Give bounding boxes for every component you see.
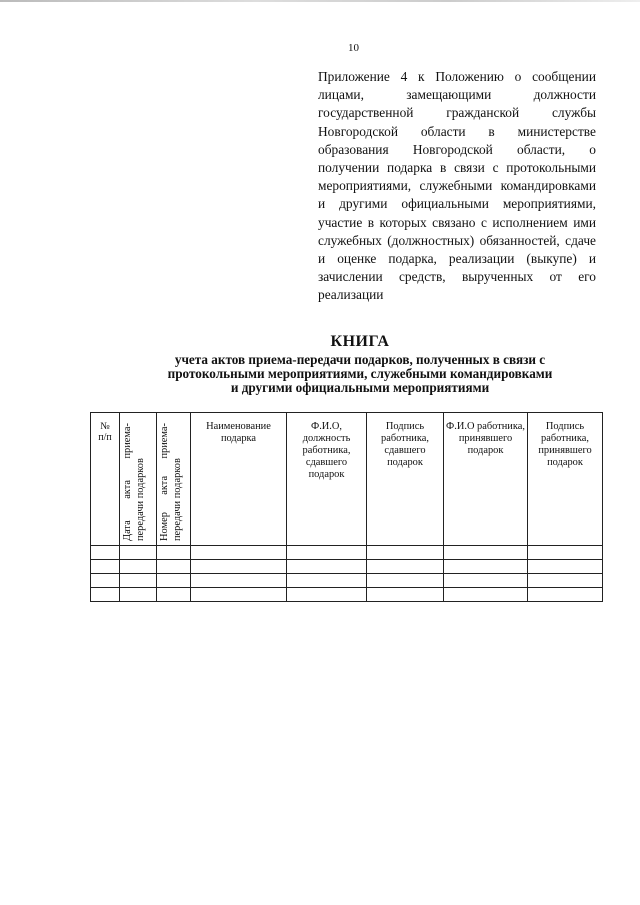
table-cell [287,588,367,602]
table-cell [367,546,444,560]
header-giver-name: Ф.И.О, должность работника, сдавшего подарок [287,413,367,546]
table-cell [287,560,367,574]
header-act-number [157,413,191,546]
table-cell [528,574,603,588]
header-receiver-name: Ф.И.О работника, принявшего подарок [444,413,528,546]
table-cell [157,546,191,560]
page-number: 10 [348,42,359,54]
table-cell [367,588,444,602]
table-cell [91,574,120,588]
table-header-row [91,413,603,546]
appendix-text: Приложение 4 к Положению о сообщении лицами, замещающими должности государственной гражданской службы Новгородской области в министерстве образования Новгородской области, о получении подарка в связи с протокольными мероприятиями, служебными командировками и другими официальными мероприятиями, участие в которых связано с исполнением ими служебных (должностных) обязанностей, сдаче и оценке подарка, реализации (выкупе) и зачислении средств, вырученных от его реализации [318,69,596,303]
table-cell [91,546,120,560]
title-line-1: учета актов приема-передачи подарков, полученных в связи с [174,352,546,367]
header-giver-signature: Подпись работника, сдавшего подарок [367,413,444,546]
table-cell [157,560,191,574]
table-cell [91,560,120,574]
scan-edge [0,0,640,2]
table-cell [157,574,191,588]
table-cell [91,588,120,602]
table-cell [444,588,528,602]
table-cell [444,574,528,588]
header-number-pp: п/п [98,432,112,443]
table-cell [191,560,287,574]
table-cell [367,560,444,574]
header-receiver-signature: Подпись работника, принявшего подарок [528,413,603,546]
table-cell [120,560,157,574]
table-cell [157,588,191,602]
header-act-date-label: Дата акта приема-передачи подарков [122,423,146,541]
table-cell [287,574,367,588]
table-row [91,546,603,560]
title-line-2: протокольными мероприятиями, служебными командировками [167,366,553,381]
title-main: КНИГА [330,333,390,350]
table-cell [287,546,367,560]
table-row [91,588,603,602]
table-cell [191,588,287,602]
header-gift-name: Наименование подарка [191,413,287,546]
table-cell [528,546,603,560]
table-cell [444,560,528,574]
table-row [91,560,603,574]
table-cell [120,588,157,602]
header-number-sign: № [100,421,110,432]
table-cell [120,546,157,560]
header-number [91,413,120,546]
table-row [91,574,603,588]
header-act-date [120,413,157,546]
table-cell [120,574,157,588]
table-cell [367,574,444,588]
table-body [91,546,603,602]
table-cell [444,546,528,560]
document-title [80,333,640,395]
table-cell [528,588,603,602]
table-cell [191,574,287,588]
header-act-number-label: Номер акта приема-передачи подарков [159,423,183,541]
title-line-3: и другими официальными мероприятиями [230,380,490,395]
table-cell [528,560,603,574]
table-cell [191,546,287,560]
gift-acts-table [90,412,603,602]
